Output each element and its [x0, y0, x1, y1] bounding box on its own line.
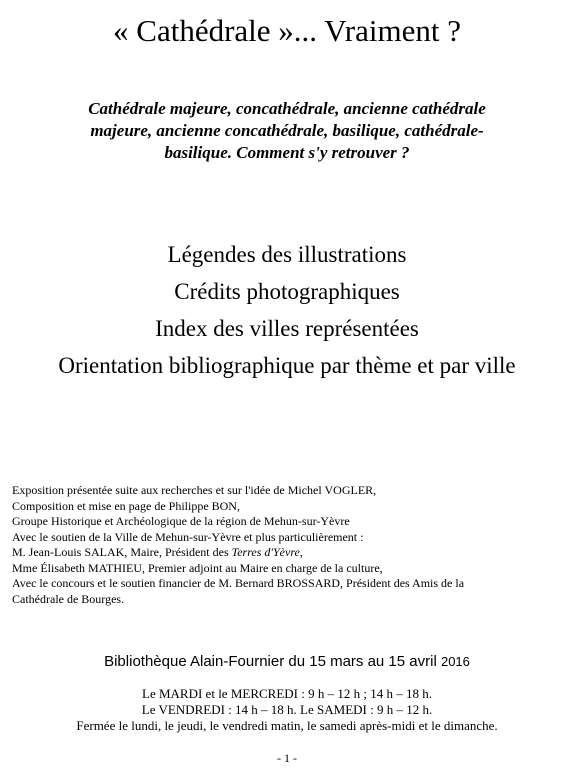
subtitle — [40, 98, 534, 164]
credits-line — [12, 545, 564, 561]
contents-item: Orientation bibliographique par thème et par ville — [58, 353, 516, 378]
library-text: Bibliothèque Alain-Fournier du 15 mars au 15 avril — [104, 653, 437, 670]
hours-line: Le VENDREDI : 14 h – 18 h. Le SAMEDI : 9 h – 12 h. — [141, 702, 433, 717]
credits-line: Avec le soutien de la Ville de Mehun-sur-Yèvre et plus particulièrement : — [12, 529, 364, 544]
exhibition-dates — [0, 652, 574, 672]
credits-line: Avec le concours et le soutien financier de M. Bernard BROSSARD, Président des Amis de la — [12, 576, 465, 590]
credits-italic-text: Terres d'Yèvre — [231, 545, 300, 559]
library-year: 2016 — [440, 654, 470, 669]
credits-line: Mme Élisabeth MATHIEU, Premier adjoint au Maire en charge de la culture, — [12, 560, 383, 575]
page-number: - 1 - — [277, 751, 297, 765]
hours-line: Fermée le lundi, le jeudi, le vendredi matin, le samedi après-midi et le dimanche. — [76, 718, 498, 733]
contents-list — [0, 236, 574, 384]
credits-text: M. Jean-Louis SALAK, Maire, Président des — [12, 545, 232, 559]
contents-item: Index des villes représentées — [155, 316, 419, 341]
hours-line: Le MARDI et le MERCREDI : 9 h – 12 h ; 14 h – 18 h. — [142, 686, 432, 701]
subtitle-line: majeure, ancienne concathédrale, basilique, cathédrale- — [90, 121, 484, 140]
page-title: « Cathédrale »... Vraiment ? — [113, 13, 461, 48]
subtitle-line: Cathédrale majeure, concathédrale, ancienne cathédrale — [88, 99, 486, 118]
credits-line: Composition et mise en page de Philippe BON, — [12, 498, 240, 513]
credits-text: , — [299, 545, 303, 559]
subtitle-line: basilique. Comment s'y retrouver ? — [164, 143, 410, 162]
contents-item: Légendes des illustrations — [167, 242, 407, 267]
opening-hours — [0, 686, 574, 734]
contents-item: Crédits photographiques — [174, 279, 400, 304]
credits-line: Cathédrale de Bourges. — [12, 591, 125, 606]
credits-line: Groupe Historique et Archéologique de la région de Mehun-sur-Yèvre — [12, 514, 350, 528]
credits-line: Exposition présentée suite aux recherches et sur l'idée de Michel VOGLER, — [12, 483, 377, 497]
credits-block — [12, 483, 564, 607]
